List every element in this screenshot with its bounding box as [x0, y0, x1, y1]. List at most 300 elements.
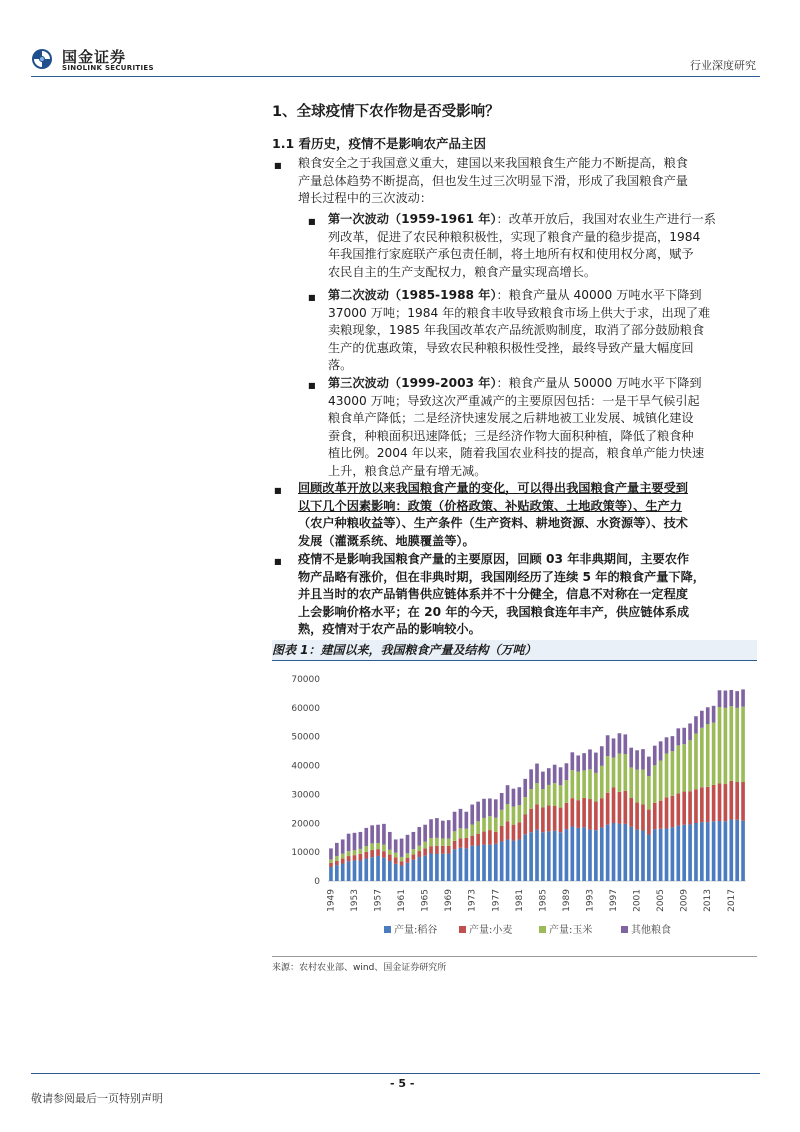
- bar-other-grain: [618, 733, 622, 753]
- bar-other-grain: [347, 834, 351, 851]
- bar-corn: [370, 843, 374, 850]
- bar-other-grain: [576, 755, 580, 771]
- bar-corn: [588, 769, 592, 799]
- bar-rice: [453, 849, 457, 881]
- bar-rice: [353, 860, 357, 881]
- bar-corn: [706, 724, 710, 787]
- bar-rice: [506, 839, 510, 881]
- legend-label: 产量:小麦: [469, 925, 513, 936]
- text-line: 回顾改革开放以来我国粮食产量的变化，可以得出我国粮食产量主要受到: [298, 481, 688, 495]
- bar-rice: [647, 835, 651, 881]
- figure-source: 来源：农村农业部、wind、国金证券研究所: [272, 963, 447, 973]
- wave-2-title: 第二次波动（1985-1988 年）: [328, 288, 497, 302]
- x-tick-label: 1985: [538, 889, 549, 912]
- bar-other-grain: [600, 746, 604, 766]
- bar-corn: [465, 829, 469, 838]
- bar-rice: [623, 824, 627, 881]
- bar-rice: [547, 831, 551, 881]
- bar-other-grain: [623, 734, 627, 754]
- bar-corn: [376, 843, 380, 849]
- bar-other-grain: [447, 820, 451, 838]
- bar-other-grain: [488, 798, 492, 816]
- bar-wheat: [435, 846, 439, 854]
- bar-corn: [518, 805, 522, 822]
- bar-corn: [335, 856, 339, 861]
- bar-other-grain: [635, 750, 639, 769]
- bar-rice: [688, 824, 692, 881]
- bar-corn: [470, 824, 474, 835]
- bar-rice: [729, 820, 733, 881]
- bar-other-grain: [641, 749, 645, 769]
- bar-wheat: [606, 793, 610, 825]
- bar-rice: [653, 829, 657, 881]
- bar-other-grain: [688, 723, 692, 740]
- bar-rice: [347, 861, 351, 881]
- bar-other-grain: [335, 843, 339, 856]
- bar-wheat: [588, 799, 592, 830]
- bar-other-grain: [470, 805, 474, 825]
- text-line: 产量总体趋势不断提高，但也发生过三次明显下滑，形成了我国粮食产量: [298, 173, 688, 188]
- x-tick-label: 2013: [703, 889, 714, 912]
- bar-other-grain: [506, 785, 510, 804]
- bar-wheat: [547, 805, 551, 831]
- bar-rice: [553, 831, 557, 881]
- bar-corn: [488, 816, 492, 830]
- bar-other-grain: [729, 690, 733, 706]
- bar-rice: [423, 856, 427, 881]
- bar-wheat: [482, 832, 486, 845]
- bar-rice: [447, 854, 451, 881]
- text-line: 生产的优惠政策，导致农民种粮积极性受挫，最终导致产量大幅度回: [328, 340, 694, 355]
- x-axis: [326, 889, 736, 912]
- bar-wheat: [417, 851, 421, 857]
- bar-other-grain: [512, 789, 516, 807]
- text-line: 粮食安全之于我国意义重大，建国以来我国粮食生产能力不断提高，粮食: [298, 156, 688, 170]
- bar-corn: [582, 770, 586, 798]
- bar-wheat: [382, 851, 386, 858]
- bar-wheat: [553, 806, 557, 831]
- bar-wheat: [353, 855, 357, 860]
- bar-wheat: [570, 798, 574, 826]
- bar-other-grain: [441, 821, 445, 839]
- figure-title: 图表 1：建国以来，我国粮食产量及结构（万吨）: [272, 640, 757, 661]
- bar-corn: [459, 828, 463, 838]
- bar-corn: [565, 780, 569, 803]
- bar-rice: [606, 825, 610, 881]
- bar-other-grain: [523, 779, 527, 797]
- bar-other-grain: [423, 825, 427, 842]
- bar-corn: [694, 734, 698, 790]
- sub-bullet-marker: ■: [308, 217, 316, 226]
- bar-rice: [582, 827, 586, 881]
- bar-other-grain: [712, 706, 716, 723]
- bar-wheat: [671, 796, 675, 827]
- bar-wheat: [341, 859, 345, 864]
- bar-rice: [512, 841, 516, 881]
- bar-corn: [429, 838, 433, 846]
- bar-rice: [706, 822, 710, 881]
- bar-rice: [565, 829, 569, 881]
- bar-rice: [535, 830, 539, 881]
- bar-other-grain: [694, 716, 698, 733]
- bar-wheat: [618, 792, 622, 824]
- x-tick-label: 1993: [585, 889, 596, 912]
- text-line: 增长过程中的三次波动：: [298, 191, 433, 205]
- bar-wheat: [735, 782, 739, 820]
- y-tick-label: 70000: [291, 675, 320, 685]
- bar-wheat: [364, 852, 368, 859]
- text-line: 熟，疫情对于农产品的影响较小。: [298, 622, 481, 636]
- bar-wheat: [612, 788, 616, 823]
- bar-corn: [688, 740, 692, 791]
- bar-corn: [665, 753, 669, 797]
- paragraph-epidemic: [298, 551, 758, 639]
- bar-other-grain: [370, 825, 374, 843]
- bar-wheat: [335, 861, 339, 865]
- bar-corn: [523, 797, 527, 814]
- bar-other-grain: [700, 711, 704, 728]
- text-line: 疫情不是影响我国粮食产量的主要原因，回顾 03 年非典期间，主要农作: [298, 552, 690, 566]
- bar-rice: [741, 821, 745, 881]
- bar-wheat: [653, 803, 657, 830]
- bar-other-grain: [518, 787, 522, 805]
- bar-other-grain: [671, 736, 675, 751]
- text-line: 上会影响价格水平；在 20 年的今天，我国粮食连年丰产，供应链体系成: [298, 604, 690, 619]
- bar-wheat: [347, 856, 351, 861]
- bar-other-grain: [429, 819, 433, 838]
- bar-rice: [676, 826, 680, 881]
- y-tick-label: 0: [314, 877, 320, 887]
- chart-legend: [384, 923, 671, 936]
- text-line: 上升，粮食总产量有增无减。: [328, 463, 487, 478]
- bar-wheat: [429, 846, 433, 853]
- x-tick-label: 1961: [397, 889, 408, 912]
- bar-corn: [453, 831, 457, 841]
- bar-wheat: [376, 849, 380, 856]
- y-tick-label: 60000: [291, 703, 320, 714]
- bar-rice: [500, 841, 504, 881]
- bar-rice: [341, 864, 345, 881]
- bar-stack-group: [329, 689, 745, 881]
- wave-1-title: 第一次波动（1959-1961 年）: [328, 212, 497, 226]
- bar-rice: [429, 853, 433, 881]
- bar-rice: [329, 867, 333, 881]
- bar-rice: [335, 865, 339, 881]
- x-tick-label: 2001: [632, 889, 643, 912]
- bar-wheat: [465, 838, 469, 848]
- text-line: [328, 287, 758, 305]
- bar-other-grain: [682, 728, 686, 744]
- bar-wheat: [423, 848, 427, 855]
- bar-wheat: [459, 838, 463, 847]
- bar-corn: [535, 783, 539, 804]
- bar-rice: [559, 832, 563, 881]
- bar-wheat: [529, 809, 533, 832]
- bar-wheat: [559, 808, 563, 833]
- bullet-marker: ■: [274, 486, 282, 495]
- bar-rice: [476, 846, 480, 881]
- x-tick-label: 2005: [656, 889, 667, 912]
- text-span: ：粮食产量从 50000 万吨水平下降到: [496, 376, 702, 390]
- x-tick-label: 1965: [420, 889, 431, 912]
- bar-rice: [588, 830, 592, 881]
- page-number: - 5 -: [390, 1077, 415, 1090]
- bar-rice: [618, 824, 622, 881]
- sinolink-logo-icon: [31, 48, 53, 70]
- text-line: 发展（灌溉系统、地膜覆盖等）。: [298, 533, 475, 548]
- bar-rice: [635, 830, 639, 881]
- text-line: [328, 375, 758, 393]
- text-line: 落。: [328, 358, 353, 372]
- bar-corn: [494, 818, 498, 832]
- bar-wheat: [623, 791, 627, 824]
- text-line: 农民自主的生产支配权力，粮食产量实现高增长。: [328, 264, 597, 279]
- bar-corn: [629, 767, 633, 798]
- bar-rice: [441, 854, 445, 881]
- bar-other-grain: [417, 827, 421, 846]
- bar-wheat: [406, 858, 410, 863]
- text-line: 植比例。2004 年以来，随着我国农业科技的提高，粮食单产能力快速: [328, 446, 705, 460]
- bar-corn: [447, 839, 451, 846]
- x-tick-label: 1969: [444, 889, 455, 912]
- bar-wheat: [659, 801, 663, 829]
- x-tick-label: 1957: [373, 889, 384, 912]
- bar-other-grain: [735, 691, 739, 708]
- text-line: [328, 211, 758, 229]
- header-divider: [31, 76, 760, 77]
- x-tick-label: 1989: [561, 889, 572, 912]
- bar-other-grain: [465, 812, 469, 829]
- bar-other-grain: [394, 839, 398, 852]
- bar-rice: [494, 844, 498, 881]
- bar-corn: [682, 744, 686, 791]
- bar-wheat: [600, 798, 604, 827]
- bar-rice: [465, 848, 469, 881]
- legend-label: 其他粮食: [631, 925, 671, 936]
- bar-other-grain: [359, 832, 363, 849]
- bar-other-grain: [435, 818, 439, 838]
- bar-corn: [547, 785, 551, 805]
- bar-rice: [735, 820, 739, 881]
- bar-corn: [741, 707, 745, 782]
- bar-corn: [382, 844, 386, 851]
- subsection-heading: 1.1 看历史，疫情不是影响农产品主因: [272, 136, 486, 151]
- bar-wheat: [329, 863, 333, 867]
- bar-wheat: [594, 802, 598, 831]
- bar-rice: [488, 845, 492, 881]
- bar-corn: [729, 706, 733, 781]
- bar-wheat: [412, 854, 416, 859]
- bar-other-grain: [565, 763, 569, 780]
- bullet-marker: ■: [274, 161, 282, 170]
- bar-other-grain: [453, 812, 457, 832]
- bar-rice: [388, 861, 392, 881]
- bar-wheat: [635, 803, 639, 830]
- bar-other-grain: [500, 793, 504, 810]
- paragraph-factors: [298, 480, 758, 550]
- bullet-marker: ■: [274, 557, 282, 566]
- bar-other-grain: [376, 825, 380, 843]
- y-tick-label: 30000: [291, 790, 320, 801]
- bar-corn: [618, 753, 622, 791]
- bar-corn: [641, 770, 645, 805]
- bar-wheat: [565, 803, 569, 829]
- text-line: 年我国推行家庭联产承包责任制，将土地所有权和使用权分离，赋予: [328, 247, 694, 261]
- bar-other-grain: [364, 828, 368, 846]
- bar-other-grain: [594, 753, 598, 773]
- bar-rice: [700, 822, 704, 881]
- bar-rice: [459, 848, 463, 881]
- text-line: 以下几个因素影响：政策（价格政策、补贴政策、土地政策等）、生产力: [298, 498, 682, 513]
- bar-wheat: [453, 841, 457, 849]
- report-type: 行业深度研究: [690, 59, 756, 72]
- bar-corn: [364, 846, 368, 852]
- legend-label: 产量:稻谷: [394, 925, 438, 936]
- bar-rice: [718, 821, 722, 881]
- bar-corn: [388, 850, 392, 855]
- bar-rice: [435, 854, 439, 881]
- bar-rice: [382, 858, 386, 881]
- bar-corn: [359, 849, 363, 854]
- bar-corn: [724, 708, 728, 784]
- bar-corn: [653, 765, 657, 803]
- disclaimer-note: 敬请参阅最后一页特别声明: [31, 1092, 163, 1105]
- bar-rice: [641, 831, 645, 882]
- bar-corn: [671, 751, 675, 796]
- logo-text-cn: 国金证券: [62, 48, 127, 66]
- text-line: 卖粮现象，1985 年我国改革农产品统派购制度，取消了部分鼓励粮食: [328, 323, 705, 337]
- bar-wheat: [500, 826, 504, 842]
- bar-corn: [600, 766, 604, 798]
- bar-other-grain: [606, 735, 610, 756]
- bar-corn: [512, 807, 516, 825]
- bar-wheat: [741, 782, 745, 821]
- bar-wheat: [359, 854, 363, 861]
- bar-wheat: [682, 792, 686, 825]
- text-line: 37000 万吨；1984 年的粮食丰收导致粮食市场上供大于求，出现了难: [328, 305, 711, 320]
- bar-rice: [629, 827, 633, 881]
- bar-corn: [553, 783, 557, 806]
- bar-corn: [700, 728, 704, 787]
- bar-wheat: [370, 850, 374, 857]
- bar-rice: [470, 846, 474, 881]
- bar-rice: [659, 829, 663, 881]
- bar-other-grain: [653, 746, 657, 766]
- text-span: ：粮食产量从 40000 万吨水平下降到: [496, 288, 702, 302]
- bar-wheat: [541, 807, 545, 832]
- bar-wheat: [523, 814, 527, 834]
- bar-other-grain: [329, 848, 333, 859]
- paragraph-wave-1: [328, 211, 758, 281]
- bar-other-grain: [718, 690, 722, 707]
- bar-corn: [676, 745, 680, 793]
- bar-rice: [612, 823, 616, 881]
- bar-other-grain: [482, 799, 486, 818]
- bar-rice: [600, 828, 604, 881]
- bar-other-grain: [553, 765, 557, 783]
- x-tick-label: 1977: [491, 889, 502, 912]
- x-tick-label: 1973: [467, 889, 478, 912]
- paragraph-intro: [298, 155, 758, 208]
- bar-wheat: [388, 855, 392, 861]
- bar-other-grain: [582, 753, 586, 770]
- bar-other-grain: [341, 839, 345, 853]
- bar-wheat: [729, 781, 733, 820]
- legend-swatch: [459, 926, 466, 933]
- bar-wheat: [400, 861, 404, 865]
- bar-rice: [359, 861, 363, 881]
- wave-3-title: 第三次波动（1999-2003 年）: [328, 376, 497, 390]
- bar-rice: [376, 856, 380, 881]
- sub-bullet-marker: ■: [308, 293, 316, 302]
- legend-swatch: [621, 926, 628, 933]
- bar-rice: [364, 858, 368, 881]
- bar-corn: [559, 785, 563, 807]
- bar-corn: [441, 839, 445, 846]
- bar-wheat: [506, 821, 510, 839]
- bar-wheat: [724, 784, 728, 821]
- y-tick-label: 10000: [291, 848, 320, 859]
- bar-other-grain: [382, 824, 386, 845]
- x-tick-label: 1997: [609, 889, 620, 912]
- bar-other-grain: [559, 767, 563, 785]
- bar-wheat: [706, 787, 710, 822]
- bar-corn: [353, 850, 357, 855]
- bar-wheat: [647, 810, 651, 835]
- bar-other-grain: [476, 802, 480, 822]
- bar-other-grain: [353, 833, 357, 851]
- bar-wheat: [518, 822, 522, 839]
- source-divider: [272, 956, 757, 957]
- text-span: ：改革开放后，我国对农业生产进行一系: [496, 212, 716, 226]
- bar-wheat: [718, 783, 722, 821]
- bar-corn: [576, 772, 580, 801]
- bar-wheat: [447, 846, 451, 854]
- text-line: 物产品略有涨价，但在非典时期，我国刚经历了连续 5 年的粮食产量下降，: [298, 569, 705, 584]
- bar-rice: [570, 826, 574, 881]
- legend-swatch: [384, 926, 391, 933]
- bar-other-grain: [412, 832, 416, 849]
- paragraph-wave-2: [328, 287, 758, 375]
- bar-wheat: [488, 830, 492, 845]
- bar-wheat: [494, 832, 498, 844]
- text-line: 并且当时的农产品销售供应链体系并不十分健全，信息不对称在一定程度: [298, 587, 688, 601]
- bar-corn: [541, 789, 545, 807]
- bar-other-grain: [570, 752, 574, 770]
- bar-corn: [500, 810, 504, 826]
- bar-corn: [400, 857, 404, 861]
- bar-other-grain: [724, 691, 728, 708]
- bar-wheat: [700, 787, 704, 822]
- bar-rice: [400, 866, 404, 881]
- bar-wheat: [694, 789, 698, 823]
- x-tick-label: 2017: [726, 889, 737, 912]
- bar-wheat: [535, 804, 539, 829]
- y-tick-label: 20000: [291, 819, 320, 830]
- bar-corn: [394, 853, 398, 858]
- bar-corn: [506, 804, 510, 821]
- bar-corn: [735, 708, 739, 782]
- bar-corn: [482, 818, 486, 832]
- bar-rice: [694, 823, 698, 881]
- bar-other-grain: [741, 689, 745, 706]
- bar-rice: [417, 857, 421, 881]
- bar-other-grain: [647, 757, 651, 776]
- y-tick-label: 50000: [291, 732, 320, 743]
- footer-divider: [31, 1073, 760, 1074]
- bar-corn: [435, 838, 439, 846]
- bar-other-grain: [400, 839, 404, 857]
